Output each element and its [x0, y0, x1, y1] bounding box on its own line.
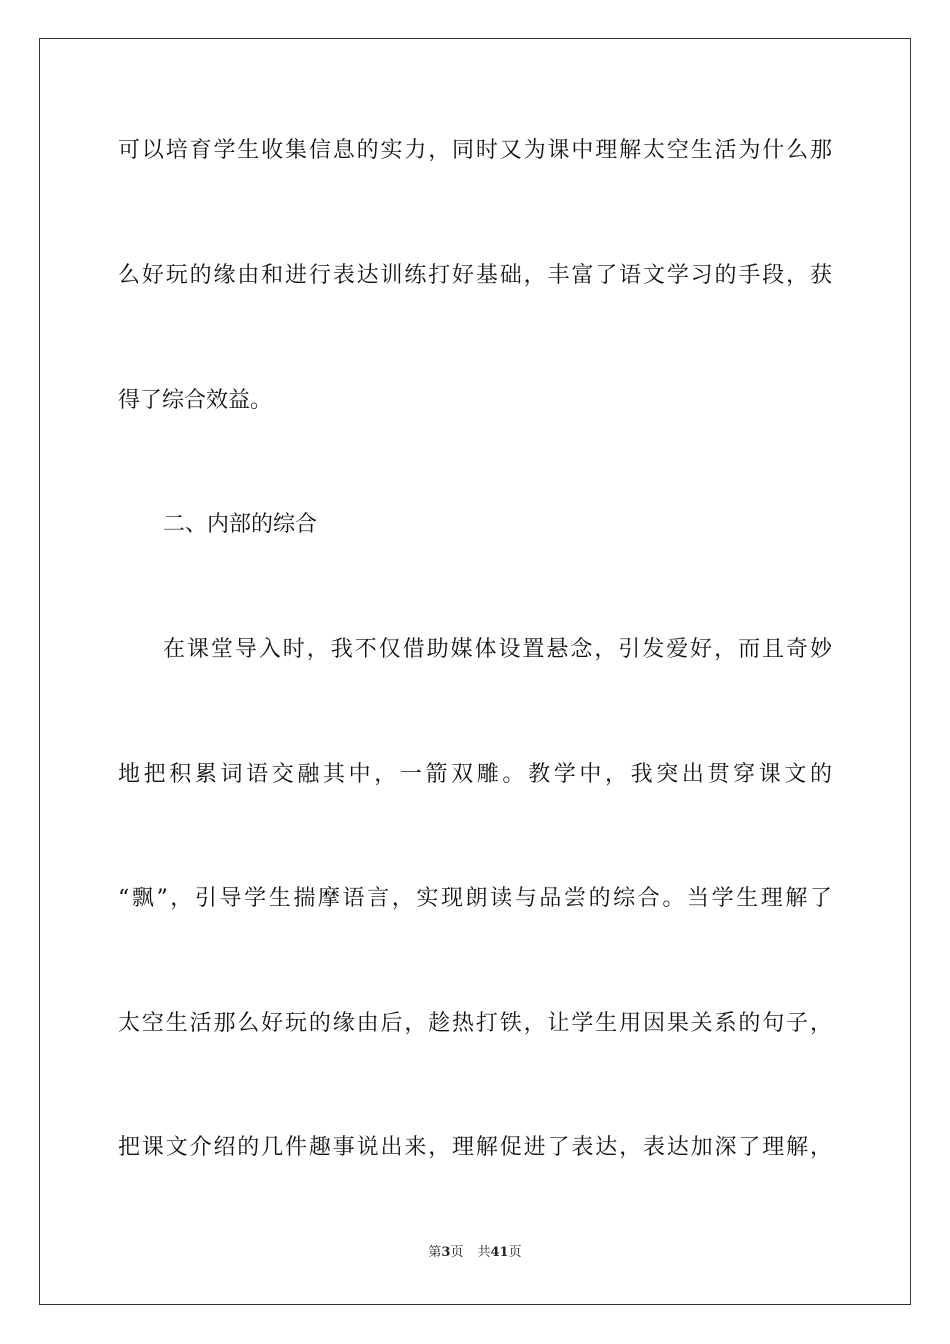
body-line-2: 么好玩的缘由和进行表达训练打好基础，丰富了语文学习的手段，获: [118, 263, 832, 288]
footer-total-prefix: 共: [477, 1245, 491, 1260]
page-border: [39, 38, 911, 1305]
footer-page-current: 3: [441, 1245, 451, 1260]
footer-page-total: 41: [490, 1245, 509, 1260]
body-line-3: 得了综合效益。: [118, 388, 273, 413]
body-line-8: 太空生活那么好玩的缘由后，趁热打铁，让学生用因果关系的句子，: [118, 1011, 832, 1036]
body-line-5: 在课堂导入时，我不仅借助媒体设置悬念，引发爱好，而且奇妙: [163, 637, 832, 662]
section-heading: 二、内部的综合: [163, 512, 318, 537]
footer-total-suffix: 页: [508, 1245, 522, 1260]
body-line-1: 可以培育学生收集信息的实力，同时又为课中理解太空生活为什么那: [118, 138, 832, 163]
footer-page-prefix: 第: [428, 1245, 442, 1260]
body-line-6: 地把积累词语交融其中，一箭双雕。教学中，我突出贯穿课文的: [118, 762, 832, 787]
body-line-9: 把课文介绍的几件趣事说出来，理解促进了表达，表达加深了理解，: [118, 1135, 832, 1160]
footer-page-suffix: 页: [450, 1245, 464, 1260]
body-line-7: “飘”，引导学生揣摩语言，实现朗读与品尝的综合。当学生理解了: [118, 886, 832, 911]
page-footer: [0, 1244, 950, 1262]
